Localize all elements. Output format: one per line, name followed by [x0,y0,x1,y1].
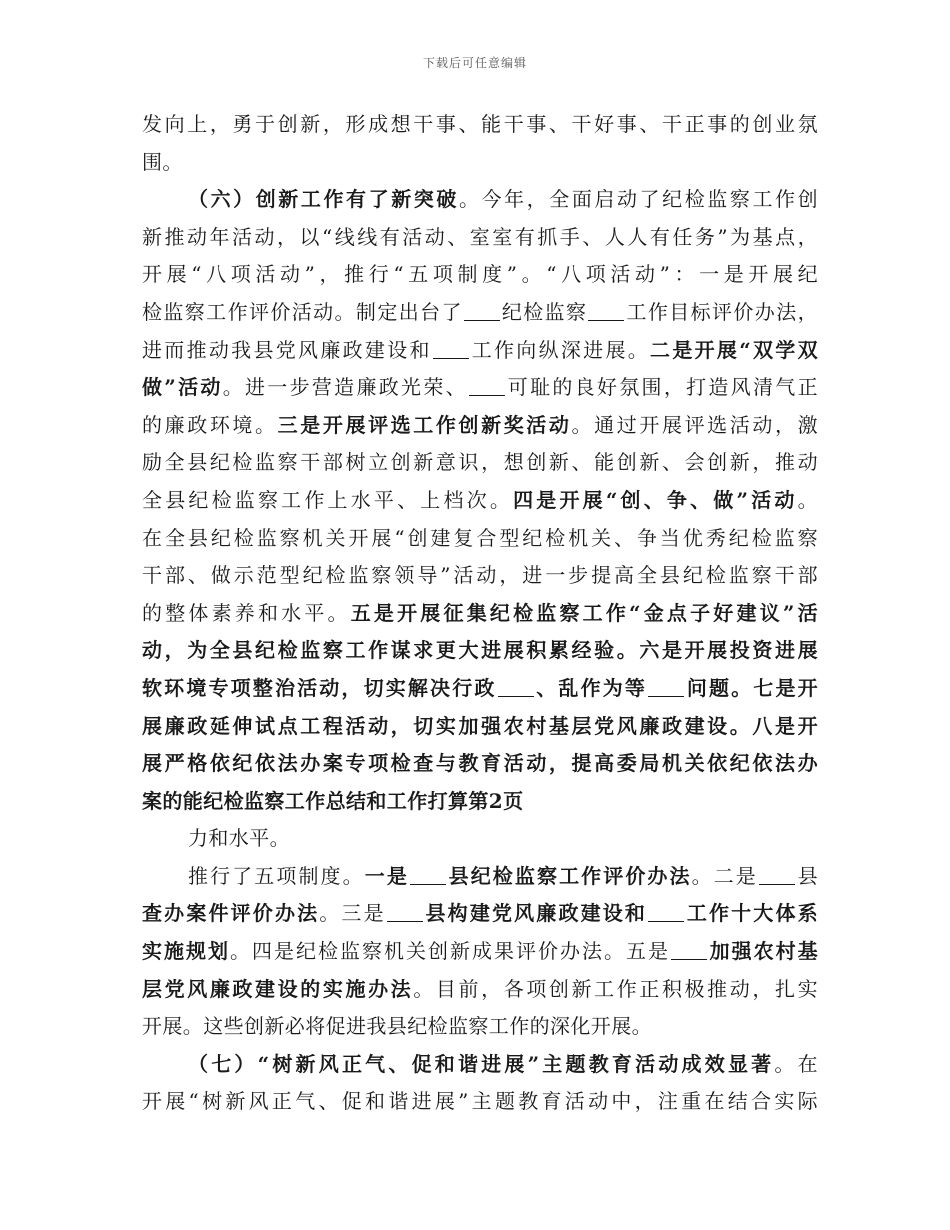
bold-text: 工作十大体系 [685,901,819,926]
text-segment: 推行了五项制度。 [188,863,365,888]
text-segment: 在全县纪检监察机关开展“创建复合型纪检机关、争当优秀纪检监察 [142,525,818,550]
text-segment: 。通过开展评选活动，激 [571,412,818,437]
fill-in-blank [433,336,469,359]
text-segment: 。今年，全面启动了纪检监察工作创 [458,187,818,212]
text-segment: 。 [797,487,818,512]
text-segment: 。三是 [319,901,386,926]
fill-in-blank [498,674,534,697]
text-segment: 县 [795,863,818,888]
fill-in-blank [469,373,505,396]
text-segment: 检监察工作评价活动。制定出台了 [142,299,463,324]
bold-text: 问题。七是开 [685,675,819,700]
bold-text: 层党风廉政建设的实施办法 [142,976,414,1001]
text-segment: 。二是 [691,863,758,888]
text-segment: 围。 [142,149,183,174]
text-segment: 。四是纪检监察机关创新成果评价办法。五是 [230,939,670,964]
text-line [142,520,818,558]
bold-text: （六）创新工作有了新突破 [188,187,459,212]
text-line [142,144,818,182]
text-segment: 工作向纵深进展。 [469,337,651,362]
fill-in-blank [648,899,684,922]
fill-in-blank [759,862,795,885]
text-segment: 开展。这些创新必将促进我县纪检监察工作的深化开展。 [142,1014,652,1039]
text-line [142,369,818,407]
bold-text: 动，为全县纪检监察工作谋求更大进展积累经验。六是开展投资进展 [142,638,818,663]
fill-in-blank [671,937,707,960]
text-line [142,745,818,783]
text-line [142,1046,818,1084]
bold-text: 、乱作为等 [534,675,648,700]
bold-text: 二是开展“双学双 [650,337,818,362]
text-segment: 干部、做示范型纪检监察领导”活动，进一步提高全县纪检监察干部 [142,563,818,588]
bold-text: 展严格依纪依法办案专项检查与教育活动，提高委局机关依纪依法办 [142,751,818,776]
text-segment: 可耻的良好氛围，打造风清气正 [505,375,818,400]
bold-text: 查办案件评价办法 [142,901,320,926]
text-segment: 发向上，勇于创新，形成想干事、能干事、干好事、干正事的创业氛 [142,112,818,136]
bold-text: 展廉政延伸试点工程活动，切实加强农村基层党风廉政建设。八是开 [142,713,818,738]
text-line [142,407,818,445]
text-line [142,783,818,821]
text-line [142,106,818,144]
text-segment: 力和水平。 [188,826,290,851]
text-line [142,1083,818,1121]
fill-in-blank [387,899,423,922]
bold-text: 实施规划 [142,939,230,964]
bold-text: 县构建党风廉政建设和 [423,901,648,926]
text-line [142,557,818,595]
bold-text: 软环境专项整治活动，切实解决行政 [142,675,497,700]
text-segment: 全县纪检监察工作上水平、上档次。 [142,487,514,512]
bold-text: 三是开展评选工作创新奖活动 [277,412,572,437]
text-line [142,670,818,708]
text-segment: 开展“树新风正气、促和谐进展”主题教育活动中，注重在结合实际 [142,1089,818,1114]
fill-in-blank [588,298,624,321]
bold-text: 县纪检监察工作评价办法 [446,863,692,888]
text-line [142,820,818,858]
text-line [142,181,818,219]
text-segment: 的廉政环境。 [142,412,278,437]
text-segment: 励全县纪检监察干部树立创新意识，想创新、能创新、会创新，推动 [142,450,818,475]
page-header: 下载后可任意编辑 [422,56,527,70]
text-line [142,219,818,257]
document-body [142,106,818,1121]
text-segment: 。目前，各项创新工作正积极推动，扎实 [413,976,818,1001]
text-line [142,1008,818,1046]
text-line [142,895,818,933]
bold-text: 四是开展“创、争、做”活动 [513,487,798,512]
bold-text: （七）“树新风正气、促和谐进展”主题教育活动成效显著 [188,1051,775,1076]
text-line [142,294,818,332]
bold-text: 案的能纪检监察工作总结和工作打算第2页 [142,788,524,813]
text-segment: 。在 [774,1051,818,1076]
text-segment: 。进一步营造廉政光荣、 [222,375,468,400]
text-line [142,632,818,670]
text-segment: 工作目标评价办法， [625,299,818,324]
text-segment: 的整体素养和水平。 [142,600,351,625]
text-line [142,858,818,896]
text-segment: 纪检监察 [500,299,588,324]
text-line [142,444,818,482]
text-line [142,708,818,746]
text-line [142,971,818,1009]
bold-text: 加强农村基 [708,939,818,964]
text-line [142,332,818,370]
fill-in-blank [464,298,500,321]
text-line [142,482,818,520]
bold-text: 做”活动 [142,375,223,400]
text-segment: 进而推动我县党风廉政建设和 [142,337,432,362]
fill-in-blank [410,862,446,885]
text-segment: 开展“八项活动”，推行“五项制度”。“八项活动”：一是开展纪 [142,262,818,287]
text-line [142,595,818,633]
text-line [142,256,818,294]
bold-text: 一是 [364,863,409,888]
text-line [142,933,818,971]
text-segment: 新推动年活动，以“线线有活动、室室有抓手、人人有任务”为基点， [142,224,818,249]
bold-text: 五是开展征集纪检监察工作“金点子好建议”活 [350,600,818,625]
fill-in-blank [648,674,684,697]
